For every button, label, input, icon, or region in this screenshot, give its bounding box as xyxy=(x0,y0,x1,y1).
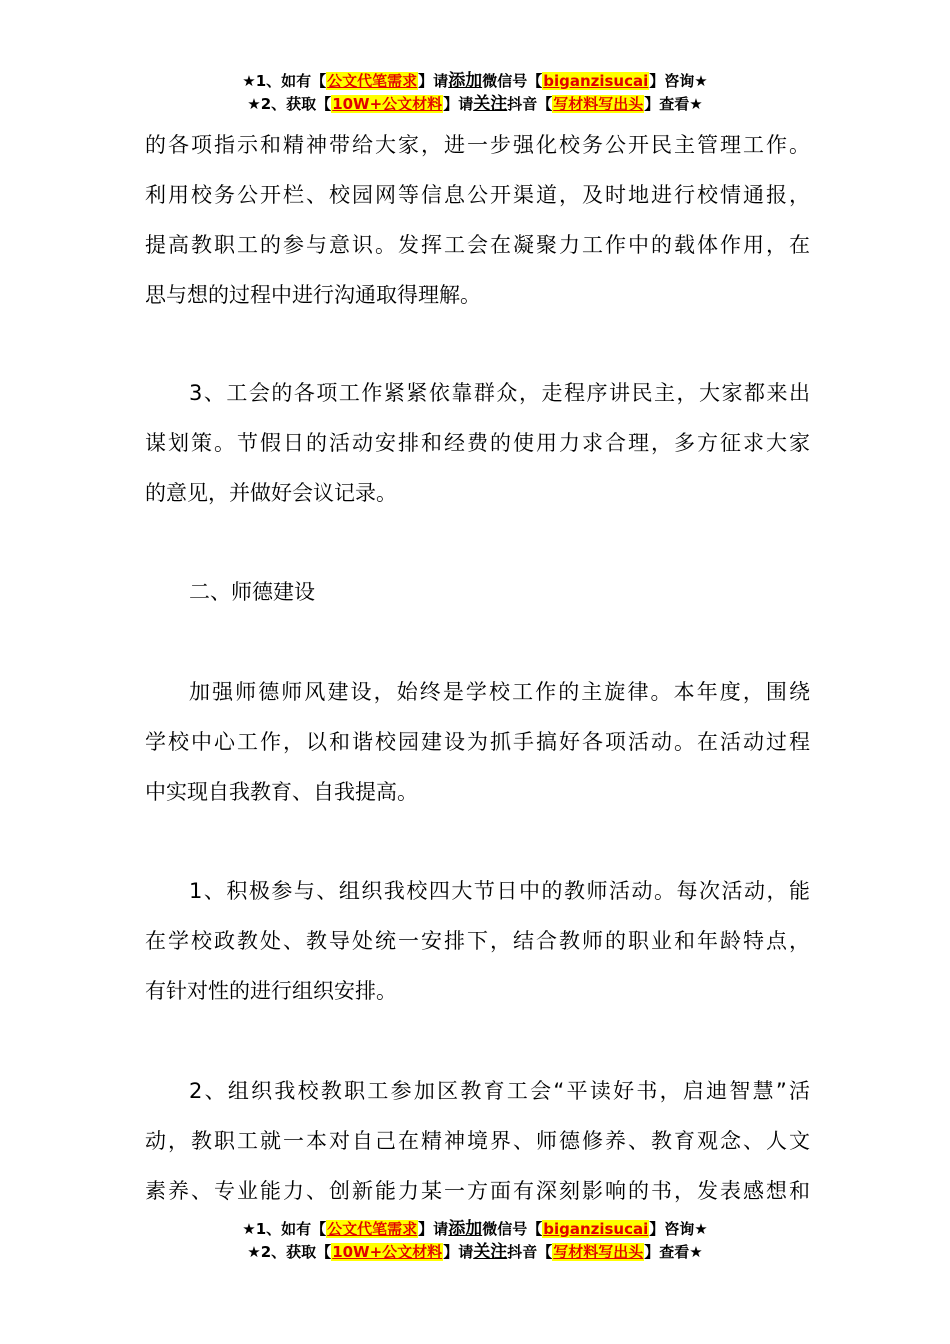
banner-text: 微信号【 xyxy=(482,1220,543,1238)
banner-highlight: biganzisucai xyxy=(543,1220,649,1238)
banner-underlined: 关注 xyxy=(473,94,508,114)
banner-underlined: 添加 xyxy=(448,71,483,91)
text-line: 的各项指示和精神带给大家，进一步强化校务公开民主管理工作。 xyxy=(145,133,810,157)
banner-text: 】请 xyxy=(443,95,474,113)
banner-text: 微信号【 xyxy=(482,72,543,90)
banner-highlight: biganzisucai xyxy=(543,72,649,90)
text-line: 利用校务公开栏、校园网等信息公开渠道，及时地进行校情通报， xyxy=(145,183,810,207)
text-line: 加强师德师风建设，始终是学校工作的主旋律。本年度，围绕 xyxy=(189,680,810,704)
banner-line-2 xyxy=(0,1241,950,1264)
paragraph xyxy=(145,1066,810,1216)
text-line: 在学校政教处、教导处统一安排下，结合教师的职业和年龄特点， xyxy=(145,929,810,953)
banner-text: ★2、获取【 xyxy=(247,95,332,113)
text-line: 思与想的过程中进行沟通取得理解。 xyxy=(145,283,481,307)
text-line: 3、工会的各项工作紧紧依靠群众，走程序讲民主，大家都来出 xyxy=(189,381,810,405)
text-line: 有针对性的进行组织安排。 xyxy=(145,979,397,1003)
banner-text: 】请 xyxy=(418,72,449,90)
text-line: 的意见，并做好会议记录。 xyxy=(145,481,397,505)
text-line: 中实现自我教育、自我提高。 xyxy=(145,780,418,804)
text-line: 学校中心工作，以和谐校园建设为抓手搞好各项活动。在活动过程 xyxy=(145,730,810,754)
banner-text: 抖音【 xyxy=(507,95,553,113)
text-line: 2、组织我校教职工参加区教育工会“平读好书，启迪智慧”活 xyxy=(189,1079,810,1103)
banner-text: 】请 xyxy=(418,1220,449,1238)
banner-text: 】查看★ xyxy=(644,1243,703,1261)
banner-line-2 xyxy=(0,93,950,116)
banner-text: 】咨询★ xyxy=(649,1220,708,1238)
text-line: 谋划策。节假日的活动安排和经费的使用力求合理，多方征求大家 xyxy=(145,431,810,455)
section-heading xyxy=(145,567,810,617)
banner-highlight: 10W+公文材料 xyxy=(332,1243,443,1261)
text-line: 1、积极参与、组织我校四大节日中的教师活动。每次活动，能 xyxy=(189,879,810,903)
banner-highlight: 公文代笔需求 xyxy=(327,1220,418,1238)
banner-line-1 xyxy=(0,1218,950,1241)
banner-underlined: 关注 xyxy=(473,1242,508,1262)
section-title: 二、师德建设 xyxy=(189,580,315,604)
banner-highlight: 公文代笔需求 xyxy=(327,72,418,90)
header-banner xyxy=(0,70,950,116)
banner-line-1 xyxy=(0,70,950,93)
paragraph xyxy=(145,866,810,1016)
banner-text: ★2、获取【 xyxy=(247,1243,332,1261)
footer-banner xyxy=(0,1218,950,1264)
banner-highlight: 写材料写出头 xyxy=(553,95,644,113)
text-line: 动，教职工就一本对自己在精神境界、师德修养、教育观念、人文 xyxy=(145,1129,810,1153)
paragraph xyxy=(145,667,810,817)
banner-highlight: 写材料写出头 xyxy=(553,1243,644,1261)
paragraph xyxy=(145,368,810,518)
banner-text: 】查看★ xyxy=(644,95,703,113)
banner-text: ★1、如有【 xyxy=(242,72,327,90)
banner-text: 】请 xyxy=(443,1243,474,1261)
banner-underlined: 添加 xyxy=(448,1219,483,1239)
text-line: 提高教职工的参与意识。发挥工会在凝聚力工作中的载体作用，在 xyxy=(145,233,810,257)
banner-text: 】咨询★ xyxy=(649,72,708,90)
banner-highlight: 10W+公文材料 xyxy=(332,95,443,113)
text-line: 素养、专业能力、创新能力某一方面有深刻影响的书，发表感想和 xyxy=(145,1179,810,1203)
paragraph xyxy=(145,120,810,320)
banner-text: ★1、如有【 xyxy=(242,1220,327,1238)
banner-text: 抖音【 xyxy=(507,1243,553,1261)
